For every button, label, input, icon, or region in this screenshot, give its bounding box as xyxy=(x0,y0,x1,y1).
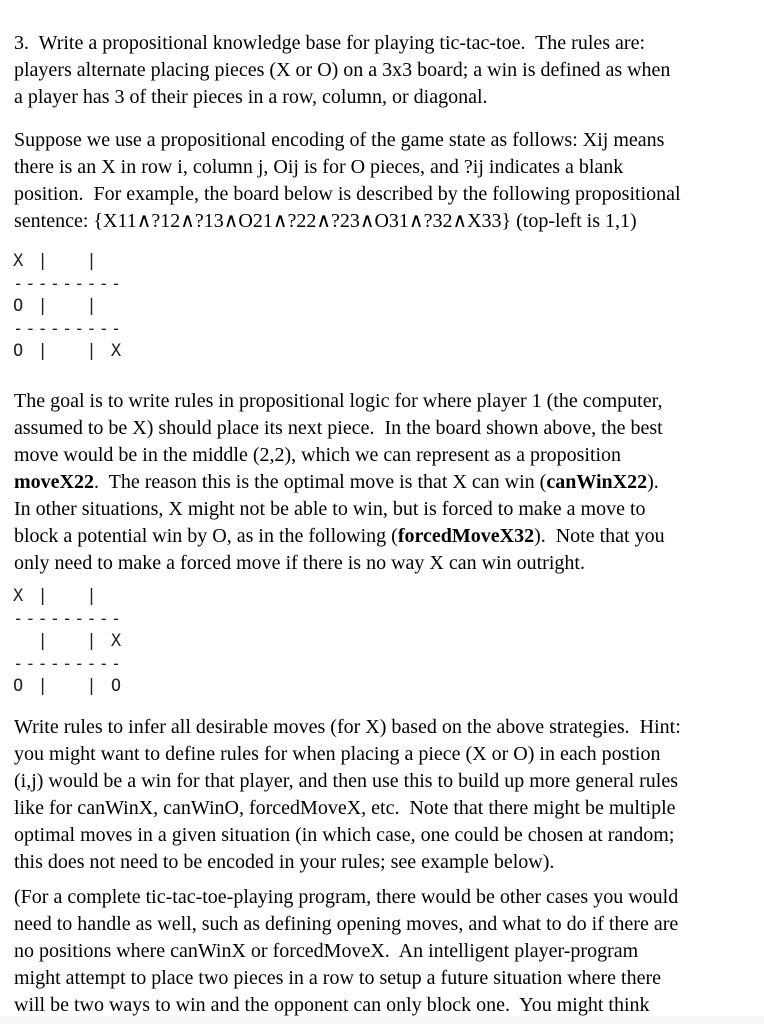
board-row: | | X xyxy=(13,631,124,651)
term-canWinX22: canWinX22 xyxy=(546,471,648,493)
text-line: move would be in the middle (2,2), which we can represent as a proposition xyxy=(14,444,622,466)
text-line: only need to make a forced move if there is no way X can win outright. xyxy=(14,552,585,574)
text-line: assumed to be X) should place its next piece. In the board shown above, the best xyxy=(14,417,663,439)
board-divider: --------- xyxy=(13,318,124,339)
text-line: a player has 3 of their pieces in a row, column, or diagonal. xyxy=(14,86,488,108)
tic-tac-toe-board-2 xyxy=(13,585,123,698)
text-line: The goal is to write rules in propositional logic for where player 1 (the computer, xyxy=(14,390,663,412)
paragraph-task-instructions xyxy=(14,714,681,876)
text-line: will be two ways to win and the opponent can only block one. You might think xyxy=(14,994,650,1016)
board-row: X | | xyxy=(13,251,99,271)
board-row: O | | O xyxy=(13,676,124,696)
propositional-sentence-line: sentence: {X11∧?12∧?13∧O21∧?22∧?23∧O31∧?32∧X33} (top-left is 1,1) xyxy=(14,210,637,232)
text-line-with-bold-terms: moveX22. The reason this is the optimal move is that X can win (canWinX22). xyxy=(14,471,659,493)
board-divider: --------- xyxy=(13,653,124,674)
board-row: X | | xyxy=(13,586,99,606)
text-line: you might want to define rules for when placing a piece (X or O) in each postion xyxy=(14,743,661,765)
text-line: position. For example, the board below is described by the following propositional xyxy=(14,183,681,205)
text-line: optimal moves in a given situation (in which case, one could be chosen at random; xyxy=(14,824,675,846)
term-forcedMoveX32: forcedMoveX32 xyxy=(397,525,535,547)
text-line: like for canWinX, canWinO, forcedMoveX, etc. Note that there might be multiple xyxy=(14,797,676,819)
text-line: this does not need to be encoded in your rules; see example below). xyxy=(14,851,555,873)
page-bottom-edge xyxy=(0,1016,764,1024)
board-divider: --------- xyxy=(13,608,124,629)
paragraph-problem-statement xyxy=(14,30,670,111)
text-line: there is an X in row i, column j, Oij is for O pieces, and ?ij indicates a blank xyxy=(14,156,624,178)
text-line: might attempt to place two pieces in a row to setup a future situation where there xyxy=(14,967,662,989)
paragraph-goal-description xyxy=(14,388,665,577)
text-line: (For a complete tic-tac-toe-playing program, there would be other cases you would xyxy=(14,886,679,908)
board-row: O | | X xyxy=(13,341,124,361)
text-line: Write rules to infer all desirable moves (for X) based on the above strategies. Hint: xyxy=(14,716,681,738)
text-line: no positions where canWinX or forcedMoveX. An intelligent player-program xyxy=(14,940,639,962)
board-divider: --------- xyxy=(13,273,124,294)
text-line: need to handle as well, such as defining opening moves, and what to do if there are xyxy=(14,913,679,935)
text-line-with-bold-terms: block a potential win by O, as in the following (forcedMoveX32). Note that you xyxy=(14,525,665,547)
term-moveX22: moveX22 xyxy=(14,471,94,493)
text-line: In other situations, X might not be able to win, but is forced to make a move to xyxy=(14,498,646,520)
paragraph-complete-program-note xyxy=(14,884,678,1019)
text-line: (i,j) would be a win for that player, and then use this to build up more general rules xyxy=(14,770,679,792)
text-line: players alternate placing pieces (X or O) on a 3x3 board; a win is defined as when xyxy=(14,59,671,81)
tic-tac-toe-board-1 xyxy=(13,250,123,363)
board-row: O | | xyxy=(13,296,99,316)
text-line: Suppose we use a propositional encoding of the game state as follows: Xij means xyxy=(14,129,665,151)
paragraph-encoding-description xyxy=(14,127,681,235)
text-line: 3. Write a propositional knowledge base for playing tic-tac-toe. The rules are: xyxy=(14,32,646,54)
